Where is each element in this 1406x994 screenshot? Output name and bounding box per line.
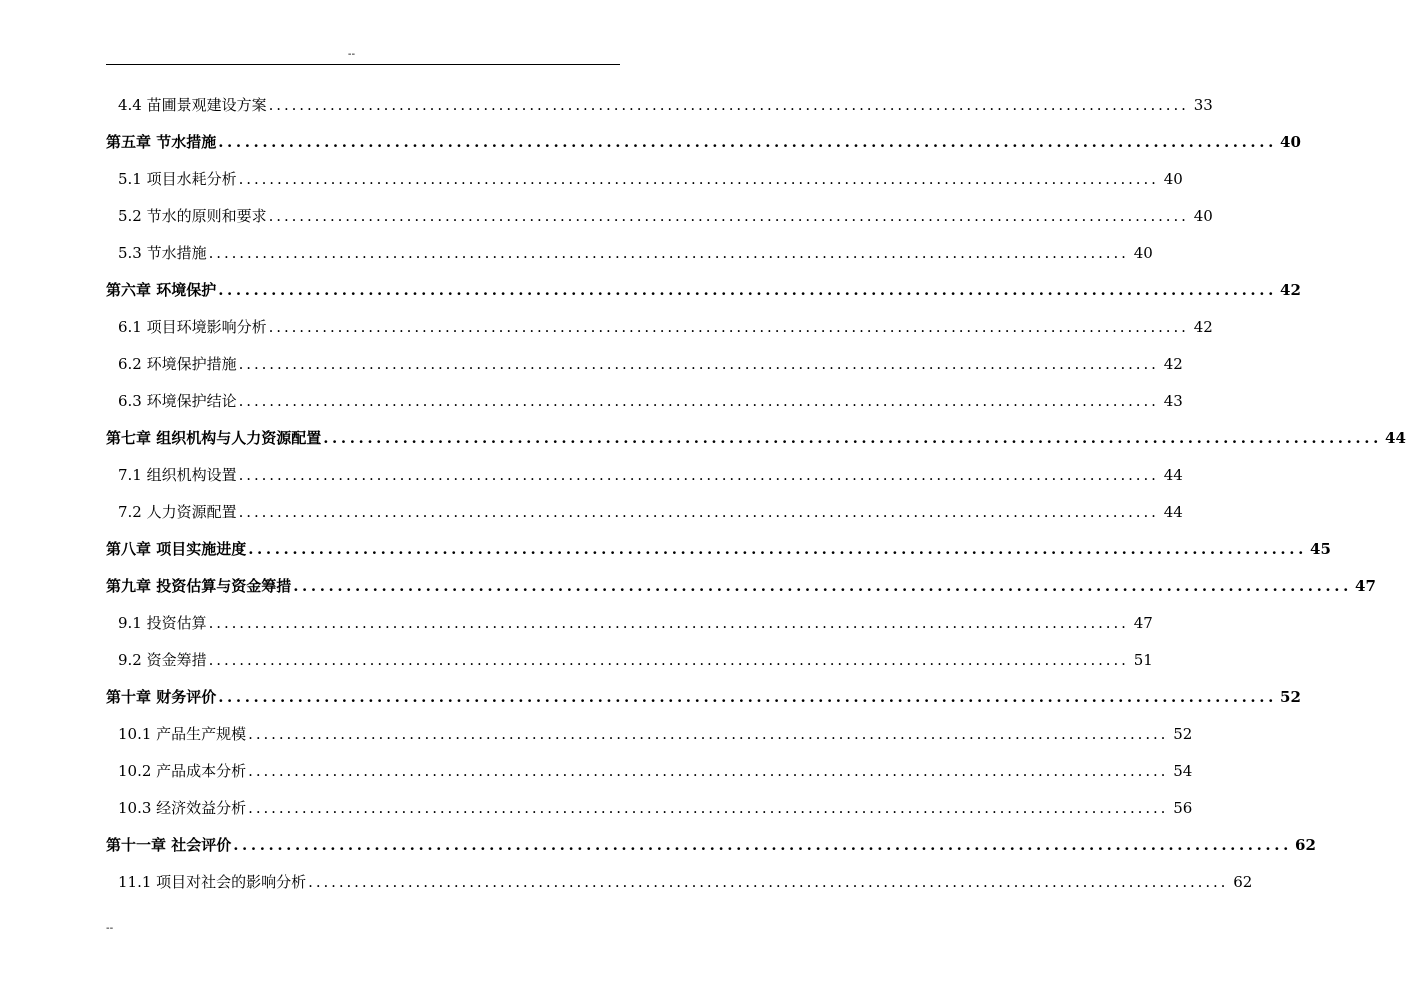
toc-entry-title: 7.1 组织机构设置 bbox=[118, 466, 237, 484]
toc-entry-page: 51 bbox=[1133, 651, 1153, 669]
toc-leader-dots: ........................................................................................................................ bbox=[218, 133, 1277, 151]
toc-entry-title: 6.2 环境保护措施 bbox=[118, 355, 237, 373]
toc-entry-title: 7.2 人力资源配置 bbox=[118, 503, 237, 521]
toc-entry-page: 40 bbox=[1133, 244, 1153, 262]
toc-entry-page: 54 bbox=[1173, 762, 1193, 780]
toc-entry-page: 33 bbox=[1193, 96, 1213, 114]
toc-entry-title: 10.2 产品成本分析 bbox=[118, 762, 247, 780]
toc-entry-title: 5.2 节水的原则和要求 bbox=[118, 207, 267, 225]
toc-entry[interactable] bbox=[106, 832, 1316, 858]
toc-leader-dots: ........................................................................................................................ bbox=[248, 799, 1169, 817]
toc-entry-title: 第十章 财务评价 bbox=[106, 688, 217, 706]
toc-entry-title: 5.1 项目水耗分析 bbox=[118, 170, 237, 188]
toc-leader-dots: ........................................................................................................................ bbox=[268, 318, 1189, 336]
toc-entry[interactable] bbox=[118, 499, 1183, 525]
toc-leader-dots: ........................................................................................................................ bbox=[218, 281, 1277, 299]
toc-leader-dots: ........................................................................................................................ bbox=[248, 540, 1307, 558]
toc-entry-title: 10.3 经济效益分析 bbox=[118, 799, 247, 817]
toc-entry-title: 5.3 节水措施 bbox=[118, 244, 207, 262]
toc-entry[interactable] bbox=[118, 721, 1193, 747]
toc-leader-dots: ........................................................................................................................ bbox=[208, 614, 1129, 632]
toc-entry[interactable] bbox=[118, 758, 1193, 784]
toc-entry-page: 44 bbox=[1163, 466, 1183, 484]
toc-entry-title: 第六章 环境保护 bbox=[106, 281, 217, 299]
toc-entry-page: 43 bbox=[1163, 392, 1183, 410]
toc-entry-title: 9.1 投资估算 bbox=[118, 614, 207, 632]
toc-entry[interactable] bbox=[106, 536, 1331, 562]
toc-entry-page: 47 bbox=[1133, 614, 1153, 632]
toc-entry-page: 56 bbox=[1173, 799, 1193, 817]
toc-entry-title: 第七章 组织机构与人力资源配置 bbox=[106, 429, 322, 447]
toc-entry-page: 44 bbox=[1385, 429, 1406, 447]
toc-entry[interactable] bbox=[106, 277, 1301, 303]
toc-leader-dots: ........................................................................................................................ bbox=[208, 244, 1129, 262]
toc-leader-dots: ........................................................................................................................ bbox=[238, 355, 1159, 373]
toc-entry-page: 40 bbox=[1280, 133, 1301, 151]
toc-entry[interactable] bbox=[118, 166, 1183, 192]
toc-entry-title: 10.1 产品生产规模 bbox=[118, 725, 247, 743]
toc-entry-title: 9.2 资金筹措 bbox=[118, 651, 207, 669]
toc-leader-dots: ........................................................................................................................ bbox=[308, 873, 1229, 891]
toc-leader-dots: ........................................................................................................................ bbox=[268, 207, 1189, 225]
toc-entry[interactable] bbox=[106, 425, 1406, 451]
toc-entry-title: 第八章 项目实施进度 bbox=[106, 540, 247, 558]
toc-entry-page: 42 bbox=[1163, 355, 1183, 373]
toc-entry-page: 62 bbox=[1295, 836, 1316, 854]
toc-leader-dots: ........................................................................................................................ bbox=[268, 96, 1189, 114]
toc-entry-title: 11.1 项目对社会的影响分析 bbox=[118, 873, 307, 891]
toc-entry-page: 40 bbox=[1163, 170, 1183, 188]
toc-leader-dots: ........................................................................................................................ bbox=[238, 466, 1159, 484]
toc-leader-dots: ........................................................................................................................ bbox=[233, 836, 1292, 854]
toc-entry[interactable] bbox=[106, 573, 1376, 599]
toc-leader-dots: ........................................................................................................................ bbox=[218, 688, 1277, 706]
toc-entry-title: 4.4 苗圃景观建设方案 bbox=[118, 96, 267, 114]
toc-leader-dots: ........................................................................................................................ bbox=[293, 577, 1352, 595]
toc-entry[interactable] bbox=[118, 647, 1153, 673]
toc-entry[interactable] bbox=[118, 388, 1183, 414]
toc-entry[interactable] bbox=[118, 462, 1183, 488]
toc-entry[interactable] bbox=[106, 684, 1301, 710]
toc-entry-page: 62 bbox=[1233, 873, 1253, 891]
toc-entry[interactable] bbox=[118, 240, 1153, 266]
page-footer-marker: -- bbox=[106, 923, 114, 934]
toc-leader-dots: ........................................................................................................................ bbox=[238, 170, 1159, 188]
toc-entry-page: 47 bbox=[1355, 577, 1376, 595]
toc-entry-page: 44 bbox=[1163, 503, 1183, 521]
toc-entry[interactable] bbox=[118, 314, 1213, 340]
toc-entry[interactable] bbox=[118, 869, 1253, 895]
toc-leader-dots: ........................................................................................................................ bbox=[238, 392, 1159, 410]
toc-entry-page: 52 bbox=[1280, 688, 1301, 706]
toc-entry-title: 6.1 项目环境影响分析 bbox=[118, 318, 267, 336]
toc-entry[interactable] bbox=[118, 203, 1213, 229]
toc-entry-page: 42 bbox=[1280, 281, 1301, 299]
toc-entry-title: 第五章 节水措施 bbox=[106, 133, 217, 151]
toc-leader-dots: ........................................................................................................................ bbox=[323, 429, 1382, 447]
toc-entry-page: 40 bbox=[1193, 207, 1213, 225]
page-header-marker: -- bbox=[347, 49, 356, 60]
toc-entry[interactable] bbox=[106, 129, 1301, 155]
header-rule bbox=[106, 64, 620, 65]
toc-entry-page: 45 bbox=[1310, 540, 1331, 558]
toc-entry-title: 第九章 投资估算与资金筹措 bbox=[106, 577, 292, 595]
toc-entry[interactable] bbox=[118, 92, 1213, 118]
toc-entry[interactable] bbox=[118, 610, 1153, 636]
toc-entry[interactable] bbox=[118, 351, 1183, 377]
toc-entry-title: 6.3 环境保护结论 bbox=[118, 392, 237, 410]
toc-leader-dots: ........................................................................................................................ bbox=[248, 762, 1169, 780]
toc-leader-dots: ........................................................................................................................ bbox=[248, 725, 1169, 743]
toc-leader-dots: ........................................................................................................................ bbox=[238, 503, 1159, 521]
toc-entry-title: 第十一章 社会评价 bbox=[106, 836, 232, 854]
toc-entry[interactable] bbox=[118, 795, 1193, 821]
toc-entry-page: 52 bbox=[1173, 725, 1193, 743]
toc-entry-page: 42 bbox=[1193, 318, 1213, 336]
toc-leader-dots: ........................................................................................................................ bbox=[208, 651, 1129, 669]
